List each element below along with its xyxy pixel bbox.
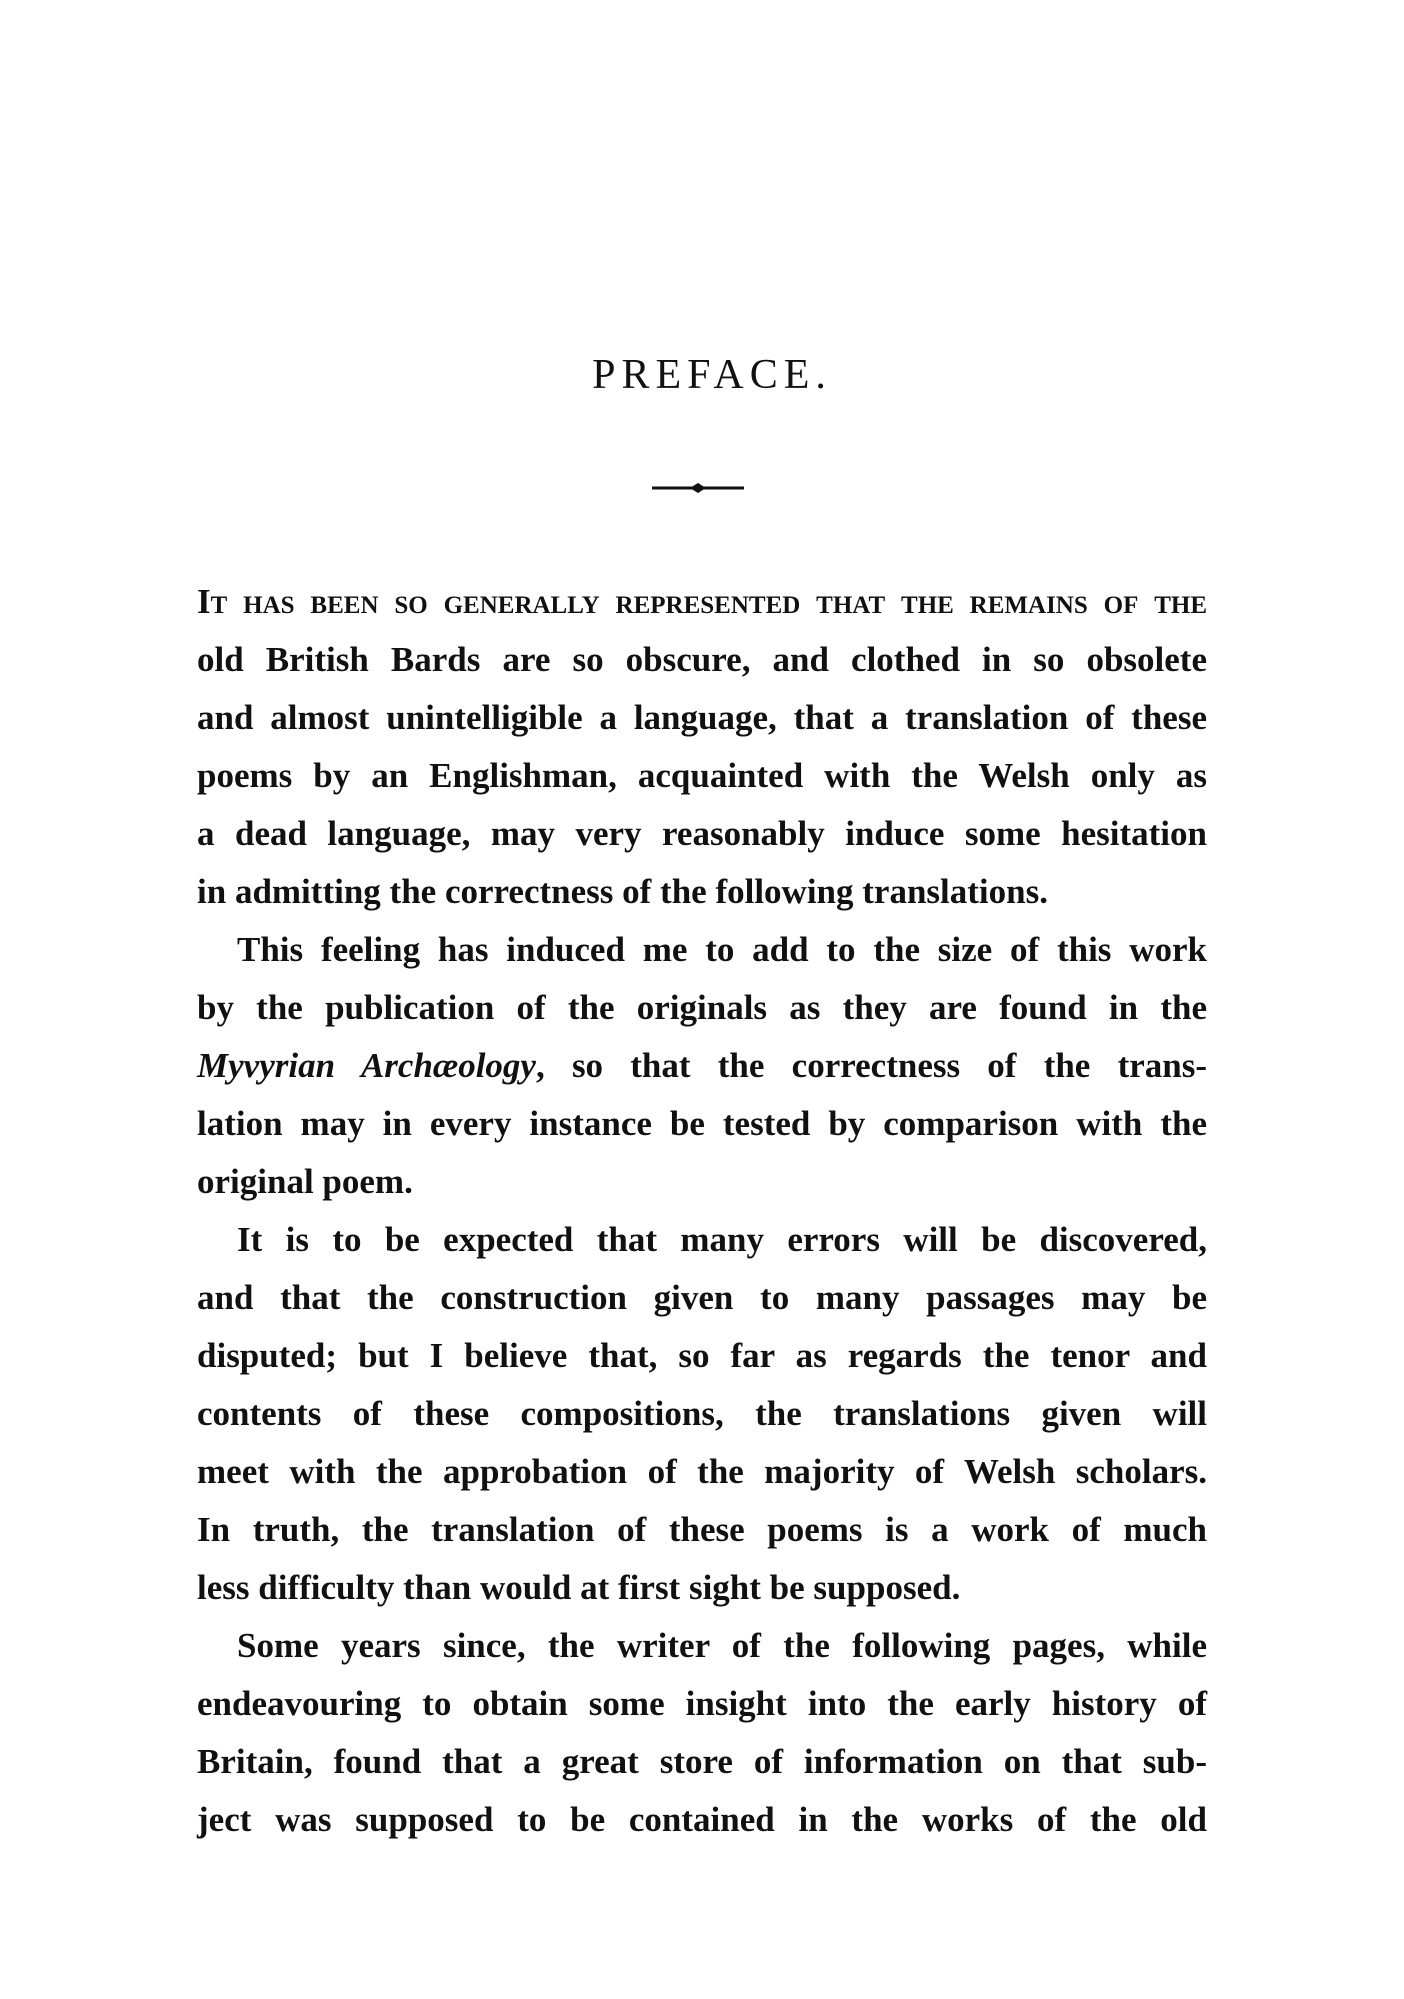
text-line: It is to be expected that many errors will be discovered, [237,1220,1207,1259]
text-line [197,573,1207,631]
text-line: Britain, found that a great store of information on that sub- [197,1742,1207,1781]
text-line: less difficulty than would at first sight be supposed. [197,1568,961,1607]
text-line: and almost unintelligible a language, that a translation of these [197,698,1207,737]
page-title: PREFACE. [592,352,832,398]
text-line: by the publication of the originals as they are found in the [197,988,1207,1027]
text-line: old British Bards are so obscure, and clothed in so obsolete [197,640,1207,679]
text-line: a dead language, may very reasonably induce some hesitation [197,814,1207,853]
text-line: Some years since, the writer of the following pages, while [237,1626,1207,1665]
preface-body [197,573,1207,1849]
text-line: ject was supposed to be contained in the works of the old [197,1800,1207,1839]
text-line-content: It has been so generally represented that the remains of the [197,582,1207,621]
text-line: original poem. [197,1162,413,1201]
book-title-italic: Myvyrian Archæology [197,1046,536,1085]
text-line: and that the construction given to many passages may be [197,1278,1207,1317]
text-line: This feeling has induced me to add to the size of this work [237,930,1207,969]
text-line [197,1037,1207,1095]
text-line: lation may in every instance be tested by comparison with the [197,1104,1207,1143]
text-line: in admitting the correctness of the following translations. [197,872,1048,911]
text-line: contents of these compositions, the translations given will [197,1394,1207,1433]
text-line: endeavouring to obtain some insight into the early history of [197,1684,1207,1723]
text-line: In truth, the translation of these poems is a work of much [197,1510,1207,1549]
text-line: poems by an Englishman, acquainted with the Welsh only as [197,756,1207,795]
ornament-divider-icon [650,480,746,496]
text-line-content: Myvyrian Archæology, so that the correctness of the trans- [197,1046,1207,1085]
text-line: disputed; but I believe that, so far as regards the tenor and [197,1336,1207,1375]
text-line: meet with the approbation of the majority of Welsh scholars. [197,1452,1207,1491]
